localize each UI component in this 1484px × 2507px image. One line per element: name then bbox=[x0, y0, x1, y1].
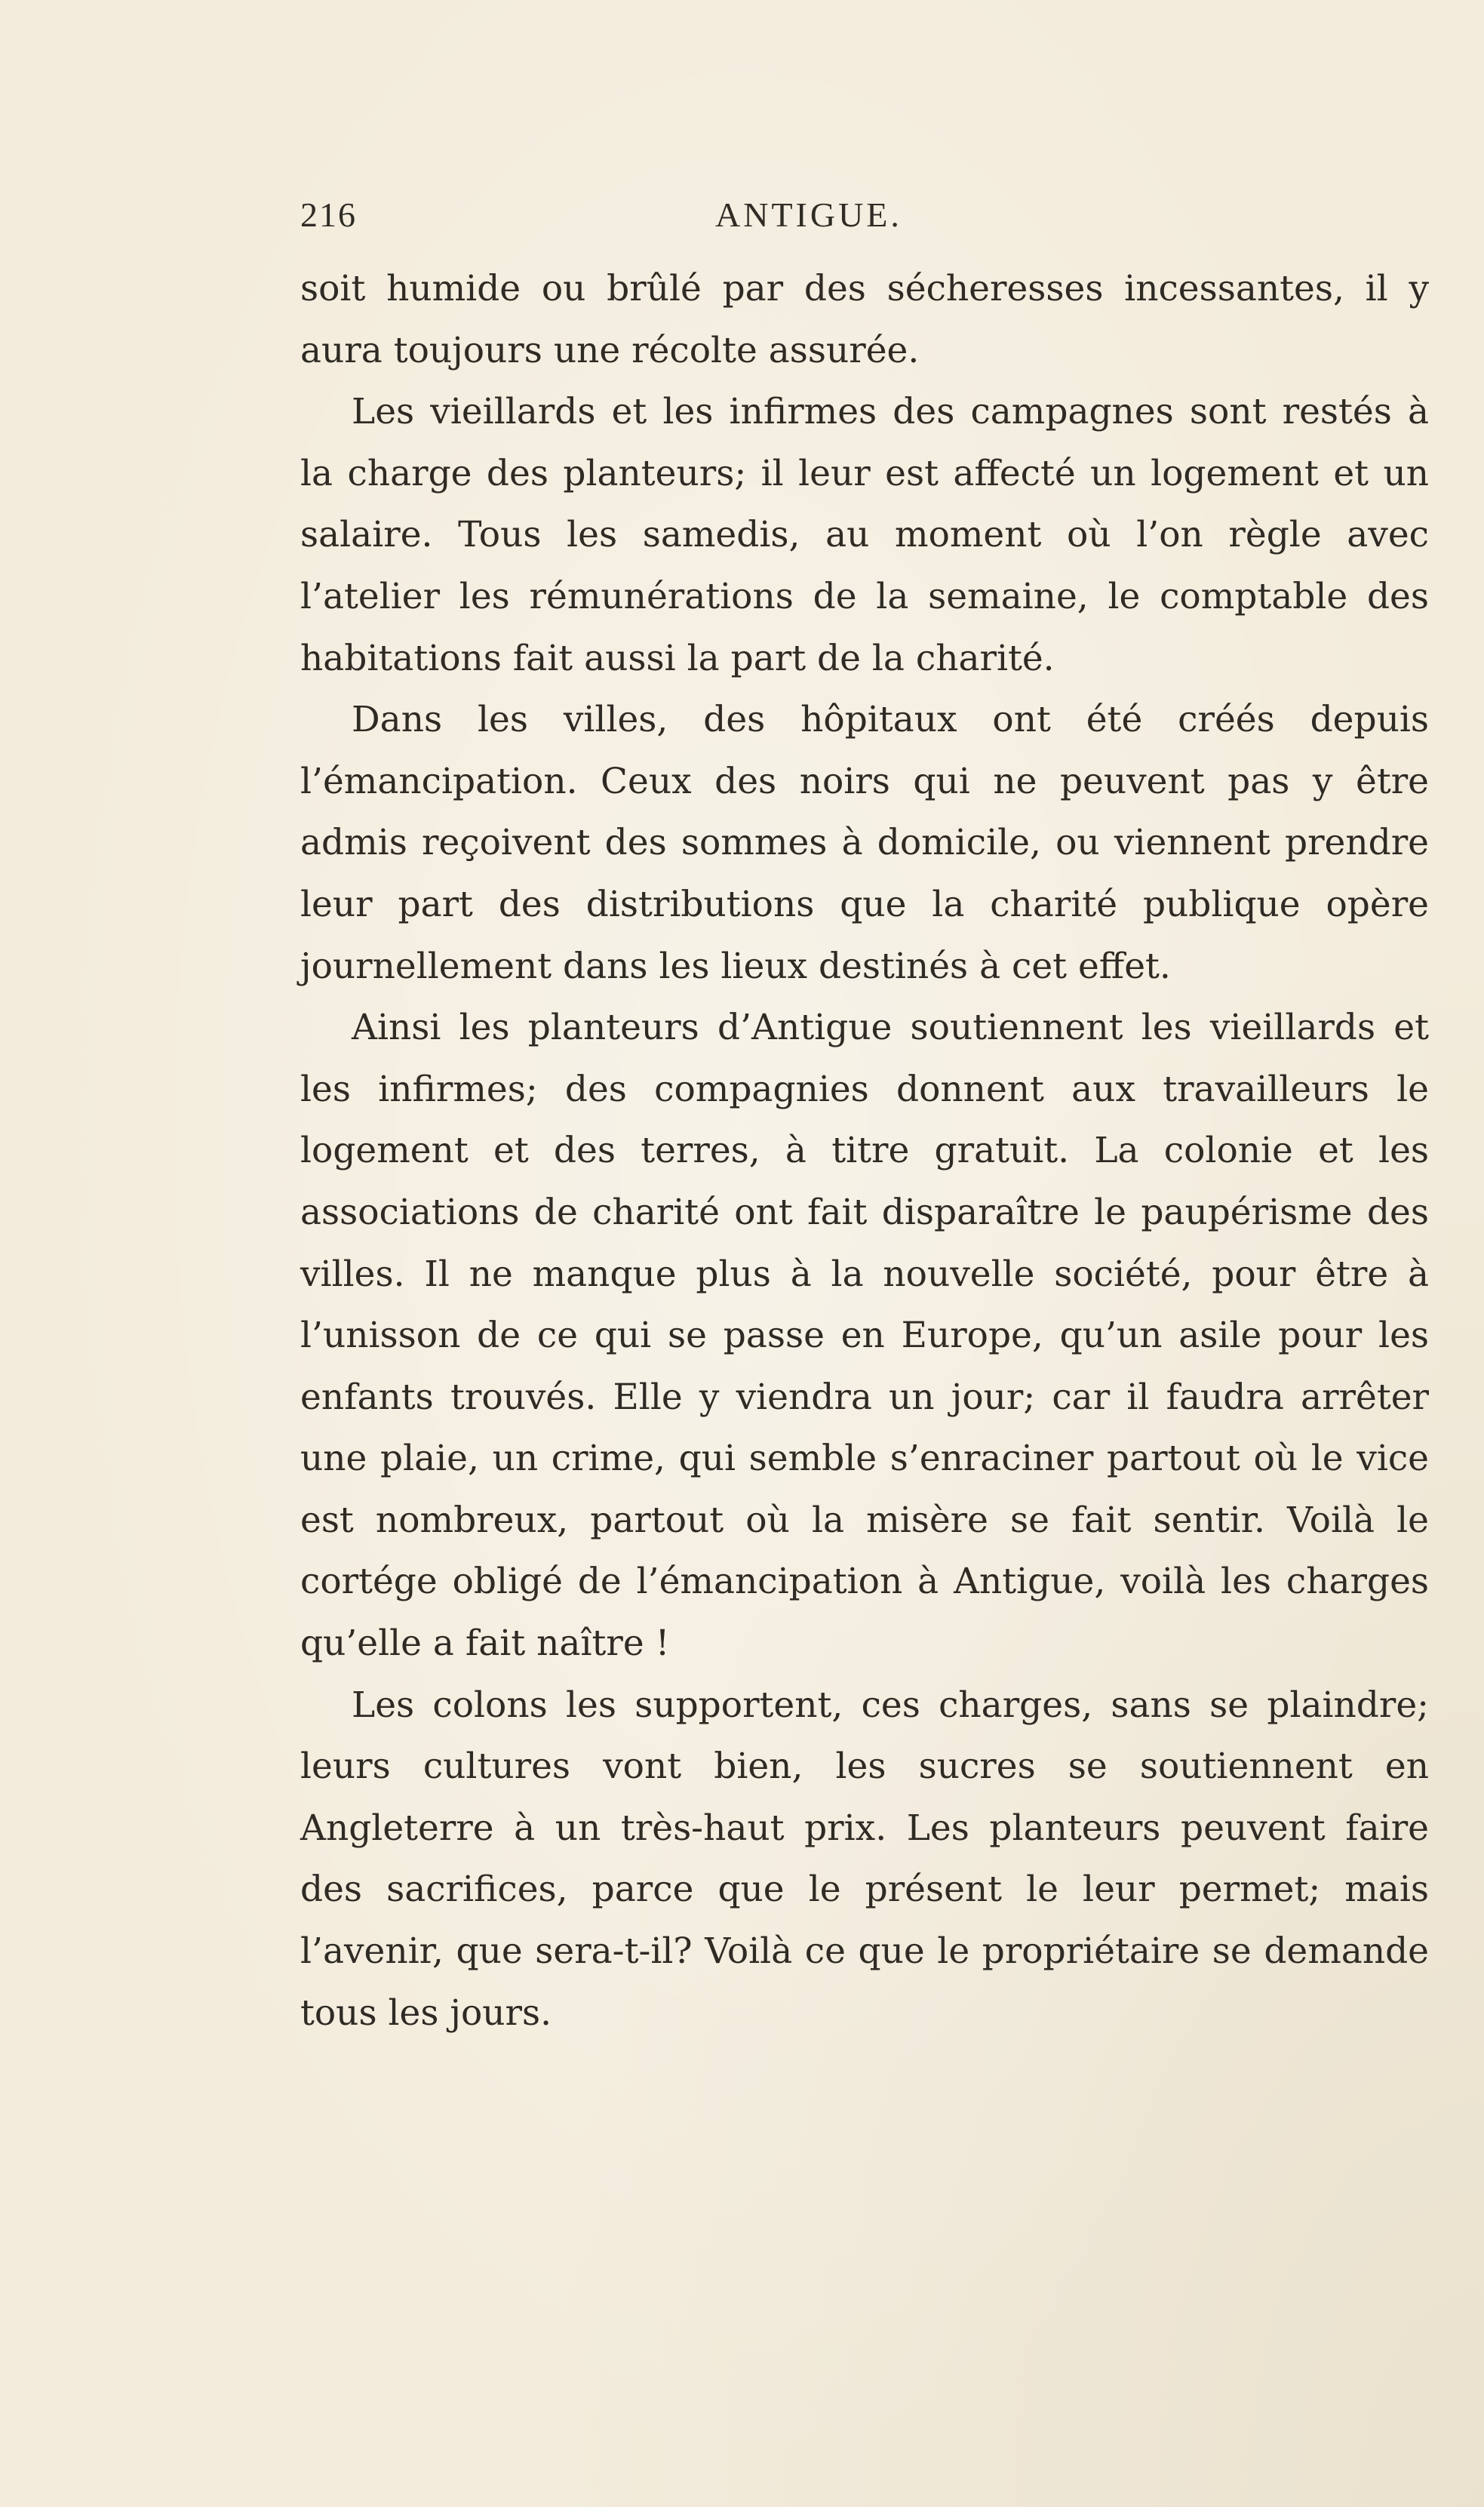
running-head bbox=[300, 195, 1432, 255]
paragraph-continued: soit humide ou brûlé par des sécheresses incessantes, il y aura toujours une récolte assurée. bbox=[300, 268, 1429, 371]
paragraph-colonists: Les colons les supportent, ces charges, sans se plaindre; leurs cultures vont bien, les sucres se soutiennent en Angleterre à un très-haut prix. Les planteurs peuvent faire des sacrifices, parce que le présent le leur permet; mais l’avenir, que sera-t-il? Voilà ce que le propriétaire se demande tous les jours. bbox=[300, 1684, 1429, 2034]
paragraph-planters-support: Ainsi les planteurs d’Antigue soutiennent les vieillards et les infirmes; des compagnies donnent aux travailleurs le logement et des terres, à titre gratuit. La colonie et les associations de charité ont fait disparaître le paupérisme des villes. Il ne manque plus à la nouvelle société, pour être à l’unisson de ce qui se passe en Europe, qu’un asile pour les enfants trouvés. Elle y viendra un jour; car il faudra arrêter une plaie, un crime, qui semble s’enraciner partout où le vice est nombreux, partout où la misère se fait sentir. Voilà le cortége obligé de l’émancipation à Antigue, voilà les charges qu’elle a fait naître ! bbox=[300, 1007, 1429, 1665]
paragraph-elderly-infirm: Les vieillards et les infirmes des campagnes sont restés à la charge des planteurs; il leur est affecté un logement et un salaire. Tous les samedis, au moment où l’on règle avec l’atelier les rémunérations de la semaine, le comptable des habitations fait aussi la part de la charité. bbox=[300, 391, 1429, 679]
running-title: ANTIGUE. bbox=[715, 195, 902, 234]
paragraph-hospitals: Dans les villes, des hôpitaux ont été créés depuis l’émancipation. Ceux des noirs qui ne peuvent pas y être admis reçoivent des sommes à domicile, ou viennent prendre leur part des distributions que la charité publique opère journellement dans les lieux destinés à cet effet. bbox=[300, 699, 1429, 987]
body-text bbox=[300, 258, 1429, 2044]
page-number: 216 bbox=[300, 195, 357, 234]
